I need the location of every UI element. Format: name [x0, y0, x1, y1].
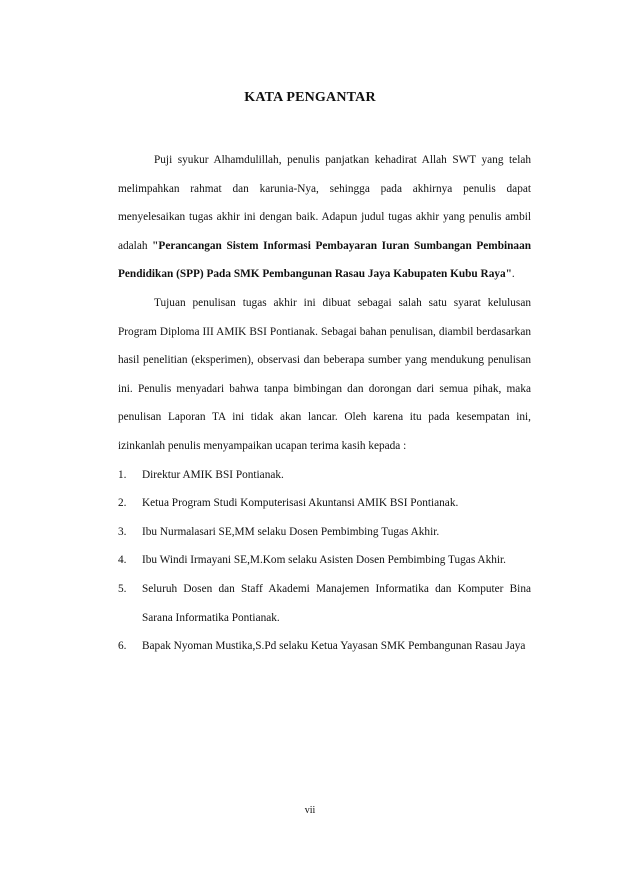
page-title: KATA PENGANTAR	[244, 90, 376, 105]
list-item	[118, 489, 531, 518]
list-item	[118, 546, 531, 575]
list-item-text: Direktur AMIK BSI Pontianak.	[142, 468, 284, 481]
list-item	[118, 461, 531, 490]
paragraph-intro-text: Puji syukur Alhamdulillah, penulis panjatkan kehadirat Allah SWT yang telah melimpahkan rahmat dan karunia-Nya, sehingga pada akhirnya penulis dapat menyelesaikan tugas akhir ini dengan baik. Adapun judul tugas akhir yang penulis ambil adalah	[118, 154, 531, 252]
list-item-number: 6.	[118, 640, 127, 653]
paragraph-purpose: Tujuan penulisan tugas akhir ini dibuat sebagai salah satu syarat kelulusan Program Diploma III AMIK BSI Pontianak. Sebagai bahan penulisan, diambil berdasarkan hasil penelitian (eksperimen), observasi dan beberapa sumber yang mendukung penulisan ini. Penulis menyadari bahwa tanpa bimbingan dan dorongan dari semua pihak, maka penulisan Laporan TA ini tidak akan lancar. Oleh karena itu pada kesempatan ini, izinkanlah penulis menyampaikan ucapan terima kasih kepada :	[118, 296, 531, 452]
list-item-text: Ibu Windi Irmayani SE,M.Kom selaku Asisten Dosen Pembimbing Tugas Akhir.	[142, 554, 506, 567]
list-item	[118, 632, 531, 661]
list-item-number: 5.	[118, 582, 127, 595]
paragraph-intro	[118, 146, 531, 289]
list-item-number: 3.	[118, 525, 127, 538]
list-item-number: 4.	[118, 554, 127, 567]
body-text	[118, 146, 531, 661]
list-item-number: 1.	[118, 468, 127, 481]
list-item	[118, 518, 531, 547]
list-item-number: 2.	[118, 497, 127, 510]
page-number: vii	[304, 805, 316, 816]
acknowledgement-list	[118, 461, 531, 661]
list-item-text: Seluruh Dosen dan Staff Akademi Manajemen Informatika dan Komputer Bina Sarana Informatika Pontianak.	[142, 582, 531, 624]
list-item	[118, 575, 531, 632]
list-item-text: Ibu Nurmalasari SE,MM selaku Dosen Pembimbing Tugas Akhir.	[142, 525, 440, 538]
paragraph-intro-end: .	[511, 268, 515, 281]
list-item-text: Ketua Program Studi Komputerisasi Akuntansi AMIK BSI Pontianak.	[142, 497, 459, 510]
thesis-title: "Perancangan Sistem Informasi Pembayaran Iuran Sumbangan Pembinaan Pendidikan (SPP) Pada SMK Pembangunan Rasau Jaya Kabupaten Kubu Raya"	[118, 239, 531, 281]
list-item-text: Bapak Nyoman Mustika,S.Pd selaku Ketua Yayasan SMK Pembangunan Rasau Jaya	[142, 640, 526, 653]
